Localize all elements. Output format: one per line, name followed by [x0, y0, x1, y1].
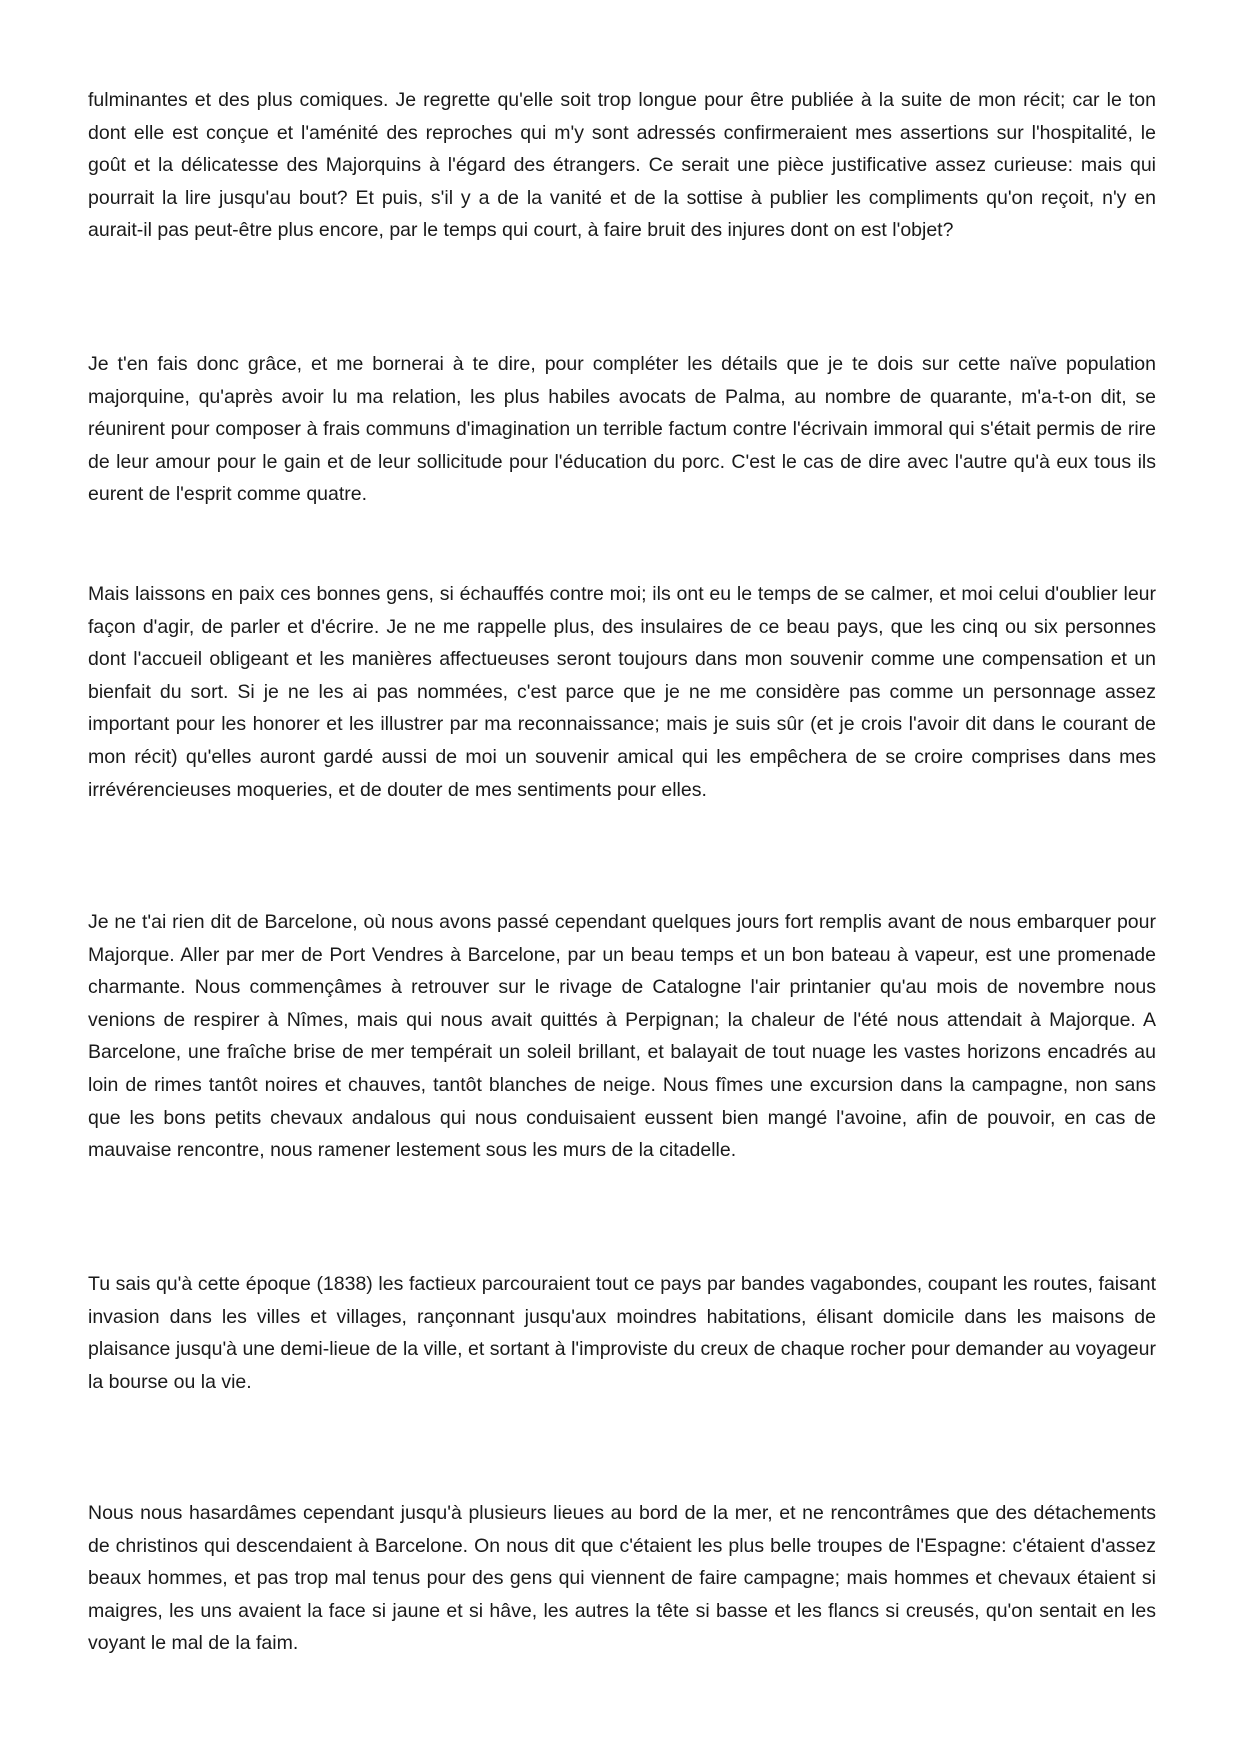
paragraph-5: Tu sais qu'à cette époque (1838) les factieux parcouraient tout ce pays par bandes vagabondes, coupant les routes, faisant invasion dans les villes et villages, rançonnant jusqu'aux moindres habitations, élisant domicile dans les maisons de plaisance jusqu'à une demi-lieue de la ville, et sortant à l'improviste du creux de chaque rocher pour demander au voyageur la bourse ou la vie.	[88, 1273, 1156, 1393]
paragraph-2: Je t'en fais donc grâce, et me bornerai à te dire, pour compléter les détails que je te dois sur cette naïve population majorquine, qu'après avoir lu ma relation, les plus habiles avocats de Palma, au nombre de quarante, m'a-t-on dit, se réunirent pour composer à frais communs d'imagination un terrible factum contre l'écrivain immoral qui s'était permis de rire de leur amour pour le gain et de leur sollicitude pour l'éducation du porc. C'est le cas de dire avec l'autre qu'à eux tous ils eurent de l'esprit comme quatre.	[88, 353, 1156, 506]
paragraph-6: Nous nous hasardâmes cependant jusqu'à plusieurs lieues au bord de la mer, et ne rencontrâmes que des détachements de christinos qui descendaient à Barcelone. On nous dit que c'étaient les plus belle troupes de l'Espagne: c'étaient d'assez beaux hommes, et pas trop mal tenus pour des gens qui viennent de faire campagne; mais hommes et chevaux étaient si maigres, les uns avaient la face si jaune et si hâve, les autres la tête si basse et les flancs si creusés, qu'on sentait en les voyant le mal de la faim.	[88, 1502, 1156, 1655]
paragraph-3: Mais laissons en paix ces bonnes gens, si échauffés contre moi; ils ont eu le temps de se calmer, et moi celui d'oublier leur façon d'agir, de parler et d'écrire. Je ne me rappelle plus, des insulaires de ce beau pays, que les cinq ou six personnes dont l'accueil obligeant et les manières affectueuses seront toujours dans mon souvenir comme une compensation et un bienfait du sort. Si je ne les ai pas nommées, c'est parce que je ne me considère pas comme un personnage assez important pour les honorer et les illustrer par ma reconnaissance; mais je suis sûr (et je crois l'avoir dit dans le courant de mon récit) qu'elles auront gardé aussi de moi un souvenir amical qui les empêchera de se croire comprises dans mes irrévérencieuses moqueries, et de douter de mes sentiments pour elles.	[88, 583, 1156, 801]
paragraph-4: Je ne t'ai rien dit de Barcelone, où nous avons passé cependant quelques jours fort remplis avant de nous embarquer pour Majorque. Aller par mer de Port Vendres à Barcelone, par un beau temps et un bon bateau à vapeur, est une promenade charmante. Nous commençâmes à retrouver sur le rivage de Catalogne l'air printanier qu'au mois de novembre nous venions de respirer à Nîmes, mais qui nous avait quittés à Perpignan; la chaleur de l'été nous attendait à Majorque. A Barcelone, une fraîche brise de mer tempérait un soleil brillant, et balayait de tout nuage les vastes horizons encadrés au loin de rimes tantôt noires et chauves, tantôt blanches de neige. Nous fîmes une excursion dans la campagne, non sans que les bons petits chevaux andalous qui nous conduisaient eussent bien mangé l'avoine, afin de pouvoir, en cas de mauvaise rencontre, nous ramener lestement sous les murs de la citadelle.	[88, 911, 1156, 1162]
paragraph-1: fulminantes et des plus comiques. Je regrette qu'elle soit trop longue pour être publiée à la suite de mon récit; car le ton dont elle est conçue et l'aménité des reproches qui m'y sont adressés confirmeraient mes assertions sur l'hospitalité, le goût et la délicatesse des Majorquins à l'égard des étrangers. Ce serait une pièce justificative assez curieuse: mais qui pourrait la lire jusqu'au bout? Et puis, s'il y a de la vanité et de la sottise à publier les compliments qu'on reçoit, n'y en aurait-il pas peut-être plus encore, par le temps qui court, à faire bruit des injures dont on est l'objet?	[88, 89, 1156, 242]
